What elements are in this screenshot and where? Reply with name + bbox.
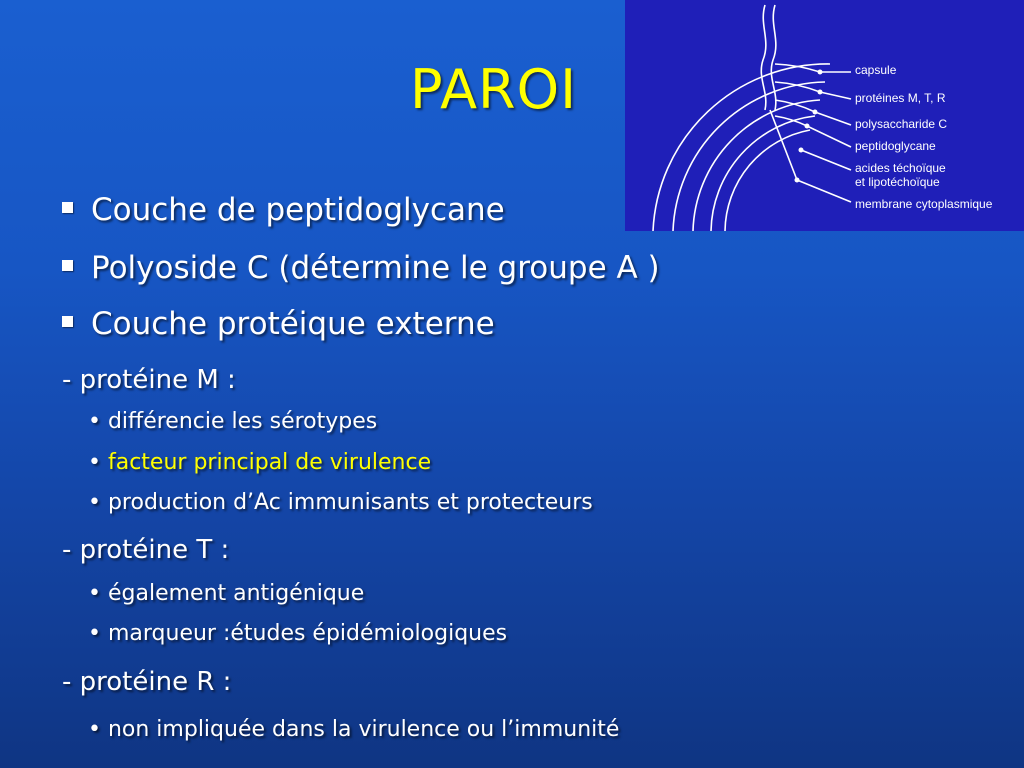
- label-proteins: protéines M, T, R: [855, 91, 946, 105]
- label-polysaccharide: polysaccharide C: [855, 117, 948, 131]
- protein-r-item: • non impliquée dans la virulence ou l’immunité: [88, 717, 620, 742]
- protein-m-item: • production d’Ac immunisants et protecteurs: [88, 490, 593, 515]
- slide-title: PAROI: [410, 58, 577, 121]
- label-capsule: capsule: [855, 63, 897, 77]
- protein-m-item-highlight: • facteur principal de virulence: [88, 450, 432, 475]
- protein-r-header: - protéine R :: [62, 667, 232, 697]
- label-lipoteichoic: et lipotéchoïque: [855, 175, 940, 189]
- protein-m-header: - protéine M :: [62, 365, 236, 395]
- bullet-item: Couche protéique externe: [62, 306, 495, 342]
- cell-wall-diagram-drawing: [625, 0, 1024, 231]
- protein-t-header: - protéine T :: [62, 535, 230, 565]
- square-bullet-icon: [62, 202, 73, 213]
- square-bullet-icon: [62, 260, 73, 271]
- label-teichoic: acides téchoïque: [855, 161, 946, 175]
- label-membrane: membrane cytoplasmique: [855, 197, 993, 211]
- bullet-item: Couche de peptidoglycane: [62, 192, 505, 228]
- protein-m-item: • différencie les sérotypes: [88, 409, 378, 434]
- bullet-item: Polyoside C (détermine le groupe A ): [62, 250, 660, 286]
- cell-wall-diagram: [625, 0, 1024, 231]
- label-peptidoglycane: peptidoglycane: [855, 139, 936, 153]
- protein-t-item: • également antigénique: [88, 581, 365, 606]
- square-bullet-icon: [62, 316, 73, 327]
- protein-t-item: • marqueur :études épidémiologiques: [88, 621, 508, 646]
